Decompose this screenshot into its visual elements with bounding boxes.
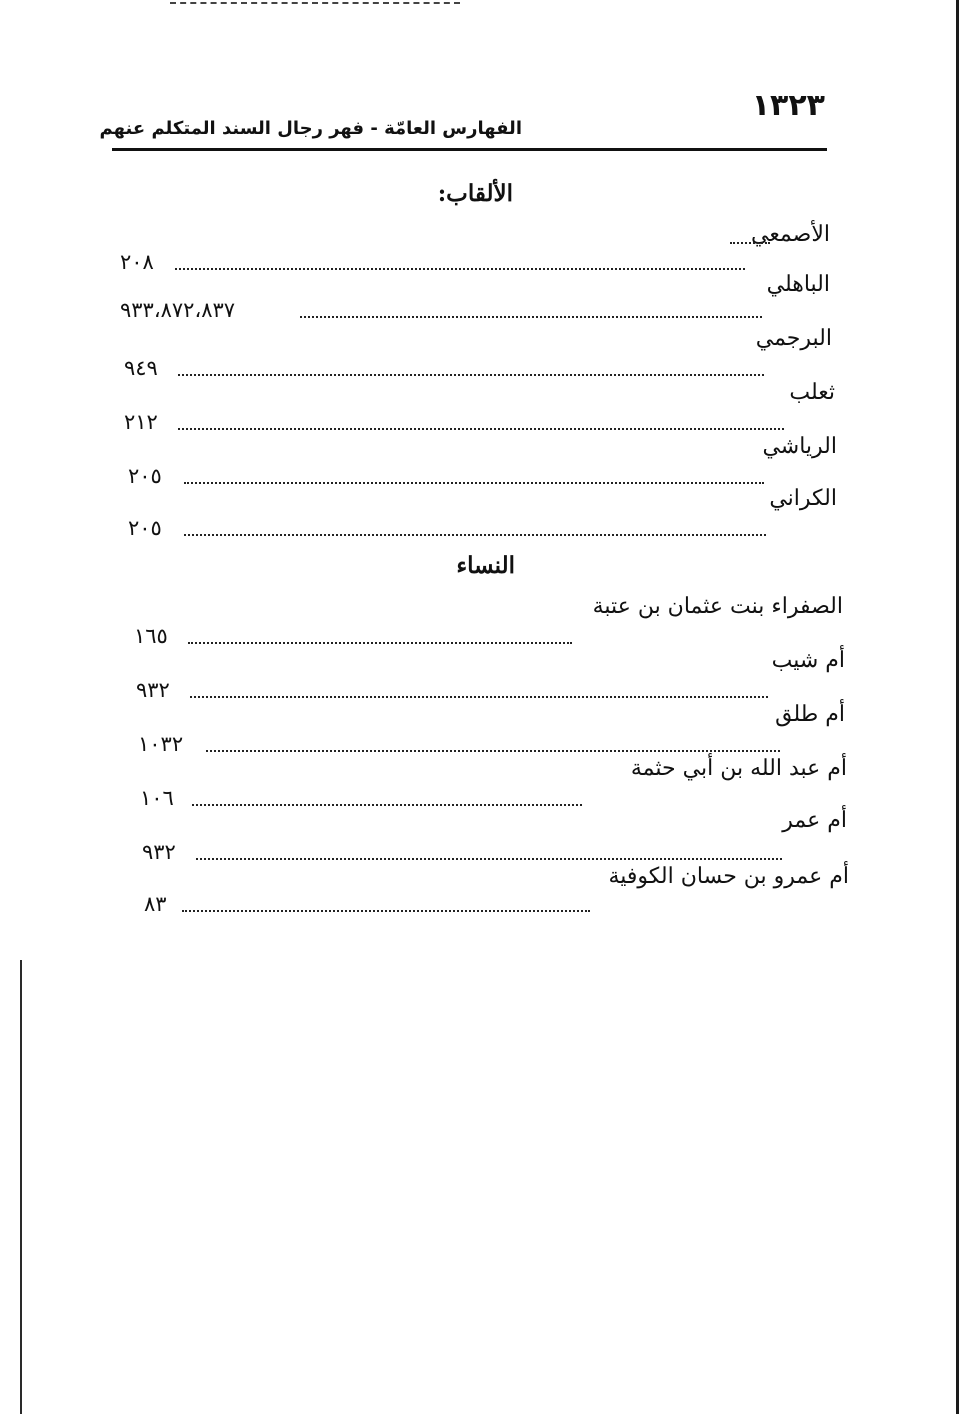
leader-dots	[178, 428, 784, 430]
index-entry-pages: ٢٠٥	[128, 464, 162, 488]
index-entry-name: أم شيب	[771, 648, 845, 673]
section-title-nisa: النساء	[456, 552, 515, 579]
index-entry-pages: ٨٣	[144, 892, 167, 916]
running-title: الفهارس العامّة - فهر رجال السند المتكلم عنهم	[99, 118, 522, 139]
index-entry-pages: ١٠٦	[140, 786, 174, 810]
leader-dots	[184, 482, 764, 484]
scan-top-dash	[170, 2, 460, 4]
index-entry-pages: ٢٠٨	[120, 250, 154, 274]
leader-dots	[178, 374, 764, 376]
index-entry-pages: ١٠٣٢	[138, 732, 184, 756]
section-title-alqab: الألقاب:	[437, 180, 513, 207]
leader-dots	[192, 804, 582, 806]
index-entry-name: البرجمي	[755, 326, 832, 351]
header-rule	[112, 148, 827, 151]
leader-dots	[206, 750, 780, 752]
index-entry-name: أم عمر	[782, 808, 847, 833]
leader-dots	[188, 642, 572, 644]
leader-dots	[182, 910, 590, 912]
index-entry-pages: ١٦٥	[134, 624, 168, 648]
scan-right-edge	[956, 0, 959, 1414]
index-entry-pages: ٩٣٢	[142, 840, 176, 864]
index-entry-name: الباهلي	[766, 272, 830, 297]
index-entry-name: الأصمعي	[750, 222, 830, 247]
leader-dots	[196, 858, 782, 860]
leader-dots	[300, 316, 762, 318]
index-entry-name: الصفراء بنت عثمان بن عتبة	[592, 594, 843, 619]
index-entry-pages: ٢١٢	[124, 410, 158, 434]
leader-dots	[190, 696, 768, 698]
leader-dots	[730, 242, 770, 244]
leader-dots	[175, 268, 745, 270]
index-entry-name: الرياشي	[762, 434, 837, 459]
leader-dots	[184, 534, 766, 536]
index-entry-pages: ٢٠٥	[128, 516, 162, 540]
index-entry-pages: ٩٣٣،٨٧٢،٨٣٧	[120, 298, 236, 322]
index-entry-name: الكراني	[769, 486, 837, 511]
scan-left-edge	[20, 960, 22, 1414]
index-entry-name: أم طلق	[775, 702, 845, 727]
index-entry-pages: ٩٣٢	[136, 678, 170, 702]
page-number: ١٣٢٣	[751, 88, 825, 123]
index-entry-name: أم عبد الله بن أبي حثمة	[630, 756, 847, 781]
index-entry-name: ثعلب	[789, 380, 835, 405]
index-entry-pages: ٩٤٩	[124, 356, 158, 380]
index-entry-name: أم عمرو بن حسان الكوفية	[608, 864, 849, 889]
